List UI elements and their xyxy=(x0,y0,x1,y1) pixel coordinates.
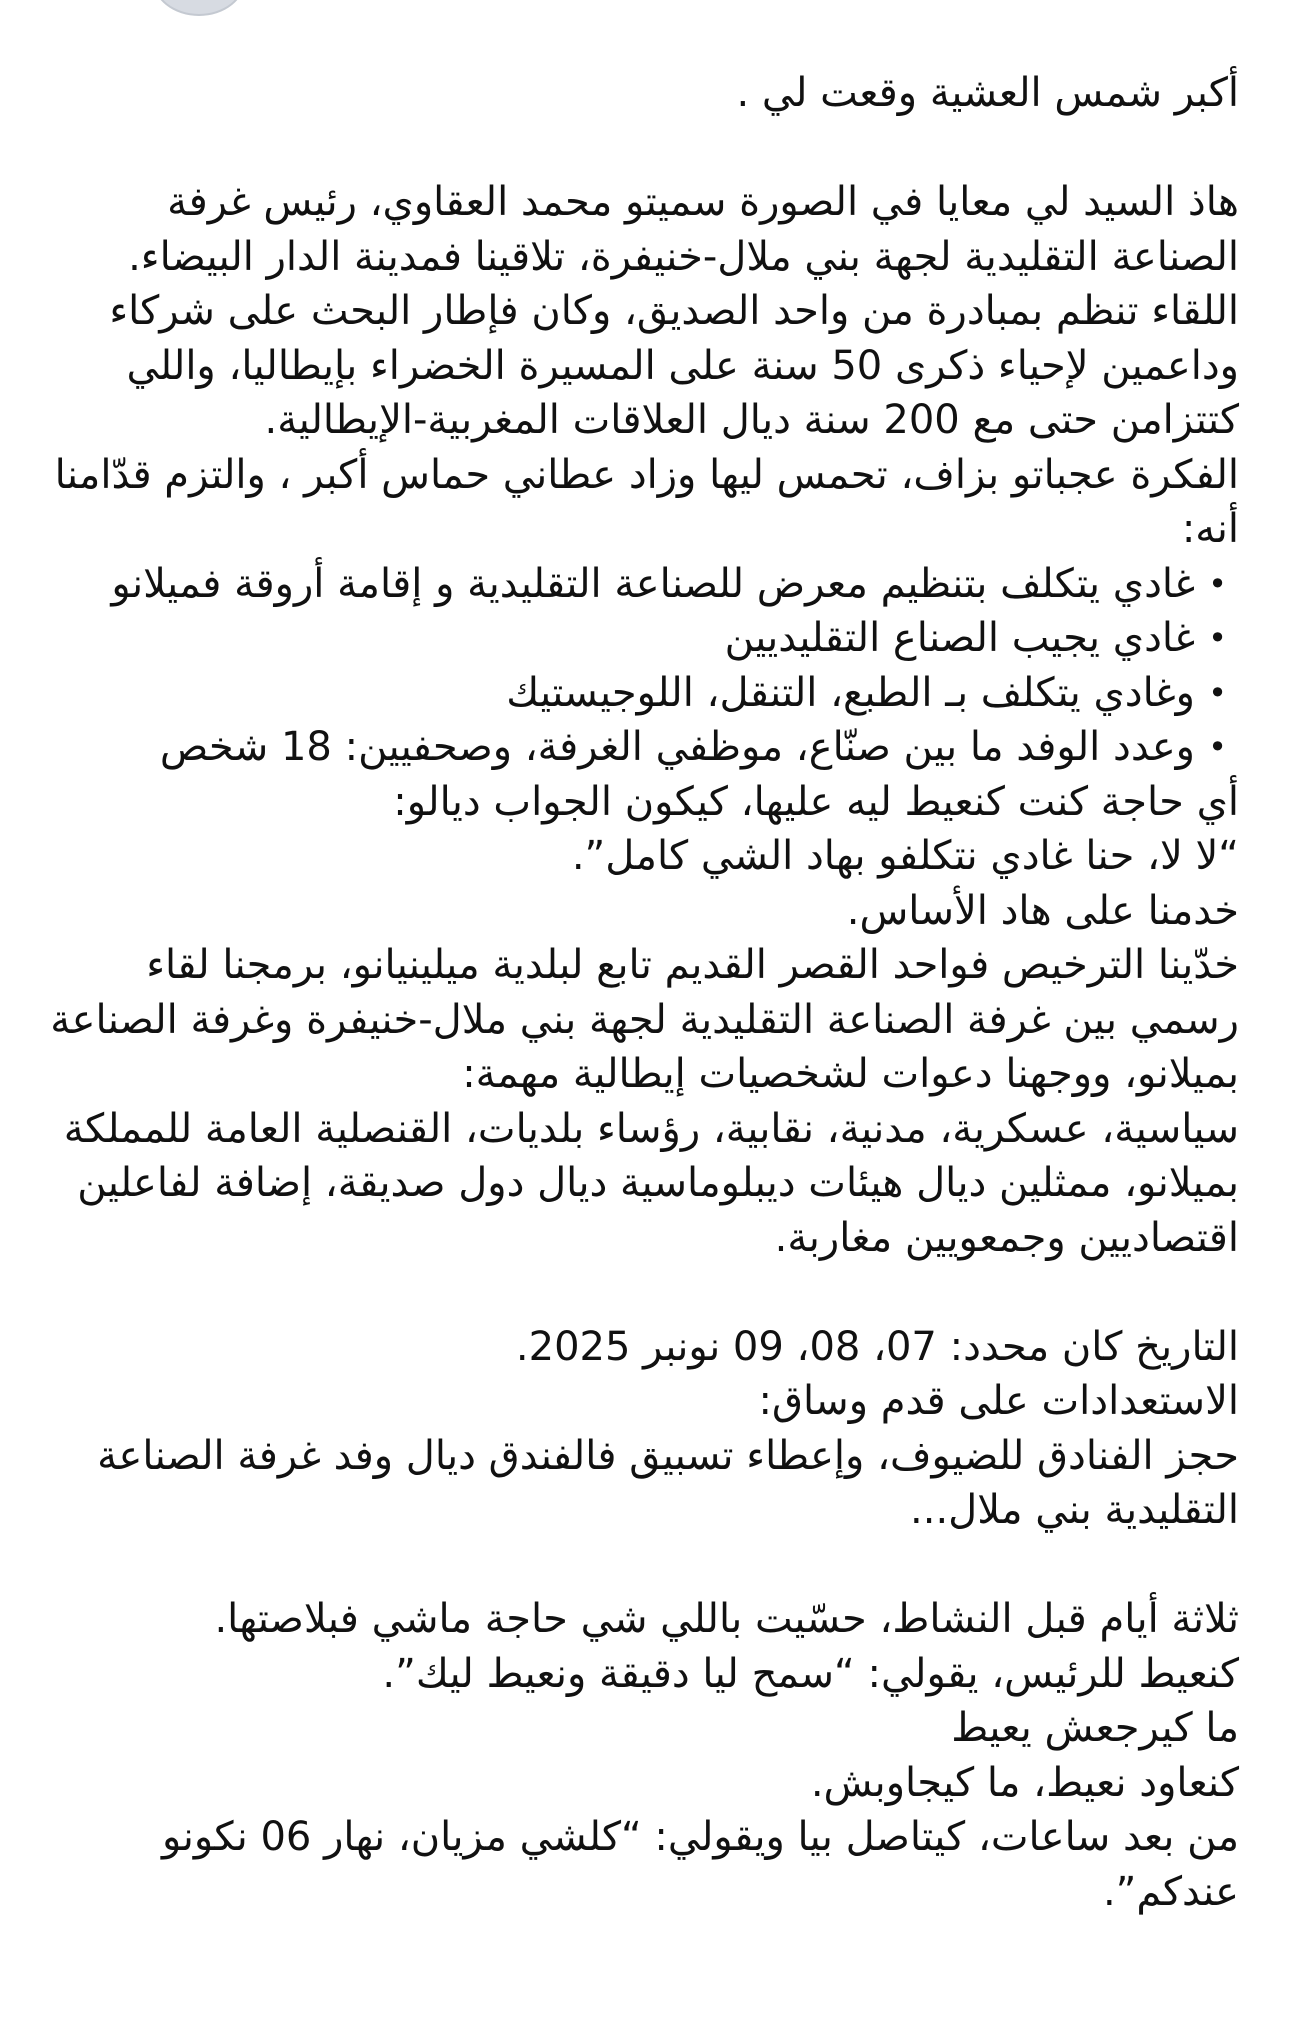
post-paragraph: حجز الفنادق للضيوف، وإعطاء تسبيق فالفندق ديال وفد غرفة الصناعة التقليدية بني ملال... xyxy=(97,1432,1239,1533)
list-item: • وغادي يتكلف بـ الطبع، التنقل، اللوجيستيك xyxy=(49,666,1239,721)
commitments-list xyxy=(49,557,1239,775)
list-item: • غادي يجيب الصناع التقليديين xyxy=(49,611,1239,666)
post-paragraph: ما كيرجعش يعيط xyxy=(951,1705,1239,1751)
post-paragraph: سياسية، عسكرية، مدنية، نقابية، رؤساء بلديات، القنصلية العامة للمملكة بميلانو، ممثلين ديال هيئات ديبلوماسية ديال دول صديقة، إضافة لفاعلين اقتصاديين وجمعويين مغاربة. xyxy=(63,1105,1239,1261)
post-paragraph: أكبر شمس العشية وقعت لي . xyxy=(736,70,1239,116)
post-paragraph: من بعد ساعات، كيتاصل بيا ويقولي: “كلشي مزيان، نهار 06 نكونو عندكم”. xyxy=(162,1814,1239,1915)
avatar[interactable] xyxy=(152,0,246,16)
post-paragraph: الفكرة عجباتو بزاف، تحمس ليها وزاد عطاني حماس أكبر ، والتزم قدّامنا أنه: xyxy=(54,451,1239,552)
post-body xyxy=(49,66,1239,1919)
paragraph-spacer xyxy=(49,1265,1239,1320)
post-paragraph: الاستعدادات على قدم وساق: xyxy=(758,1378,1239,1424)
list-item: • غادي يتكلف بتنظيم معرض للصناعة التقليدية و إقامة أروقة فميلانو xyxy=(49,557,1239,612)
post-paragraph: خدّينا الترخيص فواحد القصر القديم تابع لبلدية ميلينيانو، برمجنا لقاء رسمي بين غرفة الصناعة التقليدية لجهة بني ملال-خنيفرة وغرفة الصناعة بميلانو، ووجهنا دعوات لشخصيات إيطالية مهمة: xyxy=(50,942,1239,1097)
post-paragraph: ثلاثة أيام قبل النشاط، حسّيت باللي شي حاجة ماشي فبلاصتها. xyxy=(214,1596,1239,1642)
paragraph-spacer xyxy=(49,121,1239,176)
post-quote: “لا لا، حنا غادي نتكلفو بهاد الشي كامل”. xyxy=(571,833,1239,879)
post-paragraph: كنعيط للرئيس، يقولي: “سمح ليا دقيقة ونعيط ليك”. xyxy=(382,1650,1239,1697)
post-paragraph: التاريخ كان محدد: 07، 08، 09 نونبر 2025. xyxy=(515,1323,1239,1370)
post-paragraph: كنعاود نعيط، ما كيجاوبش. xyxy=(810,1759,1239,1806)
list-item: • وعدد الوفد ما بين صنّاع، موظفي الغرفة، وصحفيين: 18 شخص xyxy=(49,720,1239,775)
paragraph-spacer xyxy=(49,1538,1239,1593)
post-paragraph: أي حاجة كنت كنعيط ليه عليها، كيكون الجواب ديالو: xyxy=(393,778,1239,825)
post-paragraph: هاذ السيد لي معايا في الصورة سميتو محمد العقاوي، رئيس غرفة الصناعة التقليدية لجهة بني ملال-خنيفرة، تلاقينا فمدينة الدار البيضاء. اللقاء تنظم بمبادرة من واحد الصديق، وكان فإطار البحث على شركاء وداعمين لإحياء ذكرى 50 سنة على المسيرة الخضراء بإيطاليا، واللي كتتزامن حتى مع 200 سنة ديال العلاقات المغربية-الإيطالية. xyxy=(109,179,1239,443)
post-paragraph: خدمنا على هاد الأساس. xyxy=(846,887,1239,934)
